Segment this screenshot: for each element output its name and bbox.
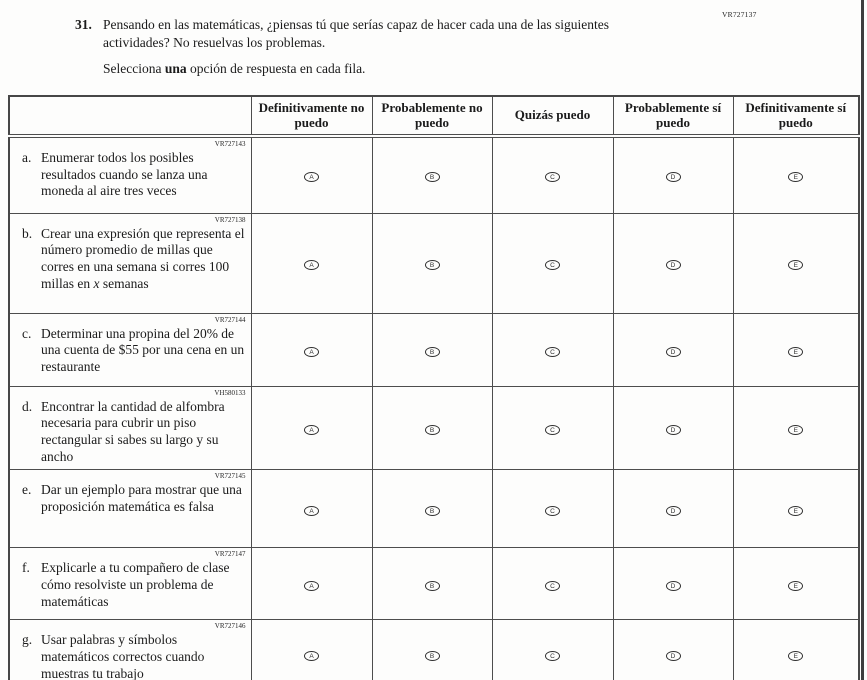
answer-bubble-a[interactable]: A — [304, 581, 319, 591]
table-row-c — [9, 313, 859, 386]
answer-bubble-c[interactable]: C — [545, 581, 560, 591]
answer-cell — [613, 386, 733, 470]
item-label-f: f. — [22, 560, 30, 576]
answer-cell — [492, 213, 613, 313]
instruction-pre: Selecciona — [103, 61, 165, 77]
answer-cell — [733, 386, 859, 470]
answer-bubble-e[interactable]: E — [788, 347, 803, 357]
item-cell-e — [9, 470, 251, 548]
answer-bubble-b[interactable]: B — [425, 425, 440, 435]
answer-bubble-b[interactable]: B — [425, 172, 440, 182]
item-label-b: b. — [22, 225, 33, 241]
item-code-b: VR727138 — [214, 215, 246, 224]
answer-bubble-d[interactable]: D — [666, 651, 681, 661]
header-empty-cell — [9, 96, 251, 136]
answer-bubble-a[interactable]: A — [304, 172, 319, 182]
item-text-c: Determinar una propina del 20% de una cuenta de $55 por una cena en un restaurante — [41, 325, 245, 374]
answer-bubble-e[interactable]: E — [788, 506, 803, 516]
answer-cell — [372, 136, 492, 213]
header-definitely-can: Definitivamente sí puedo — [733, 96, 859, 136]
answer-cell — [733, 213, 859, 313]
item-text-g: Usar palabras y símbolos matemáticos correctos cuando muestras tu trabajo — [41, 632, 205, 680]
answer-cell — [613, 620, 733, 680]
answer-bubble-a[interactable]: A — [304, 425, 319, 435]
answer-cell — [613, 470, 733, 548]
answer-bubble-e[interactable]: E — [788, 581, 803, 591]
item-label-d: d. — [22, 398, 33, 414]
answer-cell — [492, 313, 613, 386]
answer-bubble-a[interactable]: A — [304, 347, 319, 357]
item-text-b-post: semanas — [99, 275, 149, 291]
item-cell-d — [9, 386, 251, 470]
item-cell-c — [9, 313, 251, 386]
answer-cell — [733, 136, 859, 213]
answer-cell — [251, 213, 372, 313]
item-label-c: c. — [22, 325, 32, 341]
answer-bubble-c[interactable]: C — [545, 425, 560, 435]
answer-cell — [613, 548, 733, 620]
item-cell-a — [9, 136, 251, 213]
item-cell-f — [9, 548, 251, 620]
item-cell-b — [9, 213, 251, 313]
page-accession-code: VR727137 — [722, 10, 757, 19]
answer-cell — [492, 470, 613, 548]
answer-cell — [372, 313, 492, 386]
answer-cell — [372, 620, 492, 680]
answer-bubble-b[interactable]: B — [425, 260, 440, 270]
answer-bubble-b[interactable]: B — [425, 506, 440, 516]
answer-bubble-c[interactable]: C — [545, 260, 560, 270]
table-row-e — [9, 470, 859, 548]
question-number: 31. — [75, 17, 92, 32]
item-code-a: VR727143 — [214, 140, 246, 148]
question-block — [75, 16, 655, 78]
table-row-b — [9, 213, 859, 313]
answer-bubble-d[interactable]: D — [666, 425, 681, 435]
answer-cell — [733, 620, 859, 680]
header-definitely-cannot: Definitivamente no puedo — [251, 96, 372, 136]
answer-cell — [733, 470, 859, 548]
answer-bubble-b[interactable]: B — [425, 581, 440, 591]
item-text-a: Enumerar todos los posibles resultados cuando se lanza una moneda al aire tres veces — [41, 150, 208, 199]
table-row-f — [9, 548, 859, 620]
item-code-e: VR727145 — [214, 472, 246, 481]
answer-bubble-d[interactable]: D — [666, 506, 681, 516]
header-row — [9, 96, 859, 136]
answer-bubble-c[interactable]: C — [545, 651, 560, 661]
answer-bubble-e[interactable]: E — [788, 651, 803, 661]
answer-bubble-e[interactable]: E — [788, 172, 803, 182]
answer-cell — [613, 313, 733, 386]
answer-cell — [492, 548, 613, 620]
instruction-post: opción de respuesta en cada fila. — [186, 61, 366, 77]
item-code-g: VR727146 — [214, 622, 246, 631]
answer-bubble-c[interactable]: C — [545, 506, 560, 516]
answer-cell — [251, 470, 372, 548]
question-instruction — [103, 60, 655, 78]
item-text-b-pre: Crear una expresión que representa el número promedio de millas que corres en una semana si corres 100 millas en — [41, 225, 245, 291]
answer-cell — [733, 548, 859, 620]
item-text-b — [41, 226, 247, 293]
answer-bubble-c[interactable]: C — [545, 347, 560, 357]
answer-cell — [613, 136, 733, 213]
answer-bubble-d[interactable]: D — [666, 172, 681, 182]
item-label-e: e. — [22, 482, 32, 498]
answer-bubble-a[interactable]: A — [304, 651, 319, 661]
answer-cell — [372, 386, 492, 470]
answer-cell — [733, 313, 859, 386]
item-text-b-variable: x — [93, 275, 100, 291]
answer-bubble-b[interactable]: B — [425, 651, 440, 661]
item-label-g: g. — [22, 632, 33, 648]
item-text-d: Encontrar la cantidad de alfombra necesaria para cubrir un piso rectangular si sabes su largo y su ancho — [41, 398, 225, 464]
instruction-bold-word: una — [164, 61, 187, 77]
answer-bubble-e[interactable]: E — [788, 425, 803, 435]
item-text-f: Explicarle a tu compañero de clase cómo resolviste un problema de matemáticas — [41, 560, 230, 609]
answer-bubble-d[interactable]: D — [666, 260, 681, 270]
item-label-a: a. — [22, 150, 32, 165]
answer-cell — [613, 213, 733, 313]
answer-cell — [492, 386, 613, 470]
answer-cell — [251, 548, 372, 620]
answer-cell — [372, 213, 492, 313]
response-matrix-table — [8, 95, 860, 680]
answer-bubble-d[interactable]: D — [666, 581, 681, 591]
question-text: Pensando en las matemáticas, ¿piensas tú que serías capaz de hacer cada una de las siguientes actividades? No resuelvas los problemas. — [103, 17, 610, 50]
answer-bubble-c[interactable]: C — [545, 172, 560, 182]
table-row-a — [9, 136, 859, 213]
scan-edge — [861, 0, 864, 680]
item-text-e: Dar un ejemplo para mostrar que una proposición matemática es falsa — [41, 482, 242, 515]
item-cell-g — [9, 620, 251, 680]
answer-cell — [251, 386, 372, 470]
answer-cell — [251, 620, 372, 680]
answer-bubble-d[interactable]: D — [666, 347, 681, 357]
answer-cell — [251, 136, 372, 213]
item-code-f: VR727147 — [214, 550, 246, 559]
answer-cell — [492, 620, 613, 680]
header-maybe-can: Quizás puedo — [492, 96, 613, 136]
table-row-d — [9, 386, 859, 470]
header-probably-cannot: Probablemente no puedo — [372, 96, 492, 136]
answer-bubble-b[interactable]: B — [425, 347, 440, 357]
answer-cell — [372, 470, 492, 548]
header-probably-can: Probablemente sí puedo — [613, 96, 733, 136]
item-code-d: VH580133 — [214, 388, 246, 397]
answer-bubble-e[interactable]: E — [788, 260, 803, 270]
answer-cell — [251, 313, 372, 386]
answer-cell — [492, 136, 613, 213]
answer-bubble-a[interactable]: A — [304, 506, 319, 516]
answer-cell — [372, 548, 492, 620]
table-row-g — [9, 620, 859, 680]
answer-bubble-a[interactable]: A — [304, 260, 319, 270]
item-code-c: VR727144 — [214, 315, 246, 324]
